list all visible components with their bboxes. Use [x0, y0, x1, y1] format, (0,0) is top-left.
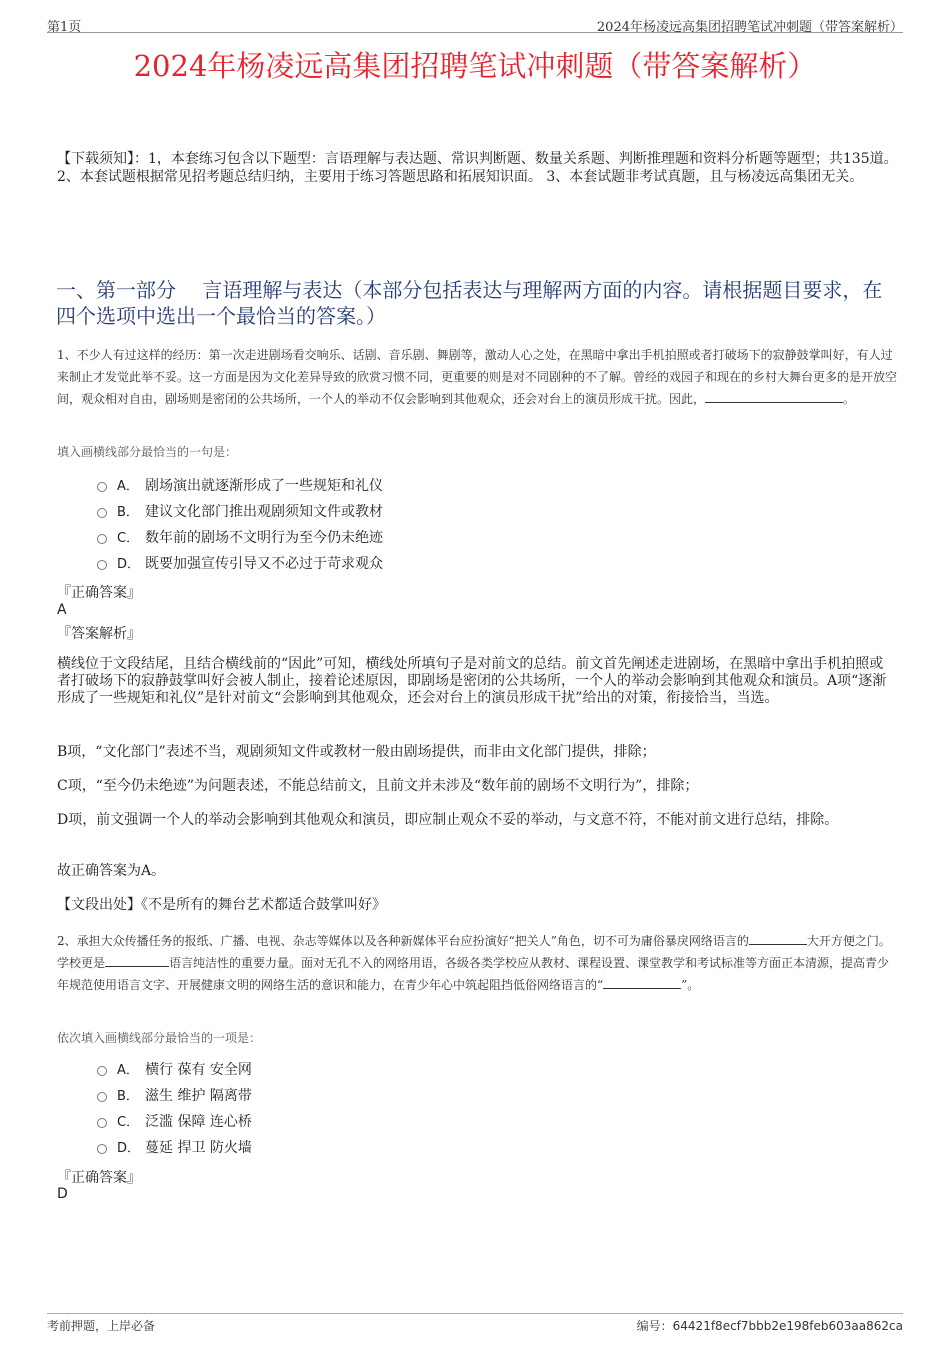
question-1-option-a[interactable]	[97, 476, 383, 496]
radio-icon[interactable]	[97, 560, 107, 570]
answer-blank	[705, 390, 843, 403]
question-2-text: 大开方便之门。学校更是	[57, 934, 891, 970]
question-1-option-c[interactable]	[97, 528, 383, 548]
document-code	[637, 1317, 903, 1334]
option-text: 剧场演出就逐渐形成了一些规矩和礼仪	[145, 478, 383, 494]
page-header	[47, 14, 903, 33]
option-text: 滋生 维护 隔离带	[145, 1088, 252, 1104]
correct-answer-value: D	[57, 1186, 68, 1202]
question-2-prompt: 依次填入画横线部分最恰当的一项是：	[57, 1031, 262, 1045]
section-heading: 一、第一部分 言语理解与表达（本部分包括表达与理解两方面的内容。请根据题目要求，在四个选项中选出一个最恰当的答案。）	[56, 278, 883, 328]
option-text: 数年前的剧场不文明行为至今仍未绝迹	[145, 530, 383, 546]
option-text: 横行 葆有 安全网	[145, 1062, 252, 1078]
option-key: D．	[117, 557, 141, 572]
question-2-option-a[interactable]	[97, 1060, 252, 1080]
analysis-paragraph: B项，“文化部门”表述不当，观剧须知文件或教材一般由剧场提供，而非由文化部门提供，排除；	[57, 744, 656, 760]
option-key: D．	[117, 1141, 141, 1156]
option-text: 泛滥 保障 连心桥	[145, 1114, 252, 1130]
option-text: 蔓延 捍卫 防火墙	[145, 1140, 252, 1156]
option-key: C．	[117, 531, 140, 546]
question-2-stem-end: ”。	[681, 978, 700, 992]
option-text: 既要加强宣传引导又不必过于苛求观众	[145, 556, 383, 572]
footer-slogan: 考前押题，上岸必备	[47, 1319, 156, 1333]
radio-icon[interactable]	[97, 534, 107, 544]
answer-blank	[603, 976, 681, 989]
question-1-text: 1、不少人有过这样的经历：第一次走进剧场看交响乐、话剧、音乐剧、舞剧等，激动人心之处，在黑暗中拿出手机拍照或者打破场下的寂静鼓掌叫好，有人过来制止才发觉此举不妥。这一方面是因为文化差异导致的欣赏习惯不同，更重要的则是对不同剧种的不了解。曾经的戏园子和现在的乡村大舞台更多的是开放空间，观众相对自由，剧场则是密闭的公共场所，一个人的举动不仅会影响到其他观众，还会对台上的演员形成干扰。因此，	[57, 348, 898, 406]
question-2-text: 语言纯洁性的重要力量。面对无孔不入的网络用语，各级各类学校应从教材、课程设置、课堂教学和考试标准等方面正本清源，提高青少年规范使用语言文字、开展健康文明的网络生活的意识和能力，在青少年心中筑起阻挡低俗网络语言的“	[57, 956, 890, 992]
question-2-text: 2、承担大众传播任务的报纸、广播、电视、杂志等媒体以及各种新媒体平台应扮演好“把关人”角色，切不可为庸俗暴戾网络语言的	[57, 934, 749, 948]
question-1-stem	[57, 344, 900, 410]
option-key: A．	[117, 1063, 139, 1078]
question-2-option-c[interactable]	[97, 1112, 252, 1132]
option-key: B．	[117, 1089, 139, 1104]
option-key: B．	[117, 505, 139, 520]
analysis-conclusion: 故正确答案为A。	[57, 863, 166, 879]
analysis-paragraph: D项，前文强调一个人的举动会影响到其他观众和演员，即应制止观众不妥的举动，与文意不符，不能对前文进行总结，排除。	[57, 812, 839, 828]
question-2-stem	[57, 930, 900, 996]
answer-blank	[105, 954, 169, 967]
question-1-option-d[interactable]	[97, 554, 383, 574]
code-label: 编号：	[636, 1319, 673, 1333]
analysis-label: 『答案解析』	[57, 626, 141, 642]
passage-source: 【文段出处】《不是所有的舞台艺术都适合鼓掌叫好》	[57, 897, 386, 913]
analysis-paragraph: 横线位于文段结尾，且结合横线前的“因此”可知，横线处所填句子是对前文的总结。前文首先阐述走进剧场，在黑暗中拿出手机拍照或者打破场下的寂静鼓掌叫好会被人制止，接着论述原因，即剧场是密闭的公共场所，一个人的举动会影响到其他观众和演员。A项“逐渐形成了一些规矩和礼仪”是针对前文“会影响到其他观众，还会对台上的演员形成干扰”给出的对策，衔接恰当，当选。	[57, 656, 887, 706]
question-2-option-d[interactable]	[97, 1138, 252, 1158]
code-value: 64421f8ecf7bbb2e198feb603aa862ca	[672, 1319, 903, 1333]
question-1-stem-end: 。	[843, 392, 856, 406]
question-1-prompt: 填入画横线部分最恰当的一句是：	[57, 445, 238, 459]
question-2-option-b[interactable]	[97, 1086, 252, 1106]
correct-answer-label: 『正确答案』	[57, 1170, 141, 1186]
radio-icon[interactable]	[97, 1118, 107, 1128]
header-doc-title: 2024年杨凌远高集团招聘笔试冲刺题（带答案解析）	[596, 20, 903, 35]
radio-icon[interactable]	[97, 1092, 107, 1102]
radio-icon[interactable]	[97, 1066, 107, 1076]
page-number: 第1页	[47, 20, 82, 35]
option-key: A．	[117, 479, 139, 494]
answer-blank	[749, 932, 807, 945]
option-key: C．	[117, 1115, 140, 1130]
radio-icon[interactable]	[97, 1144, 107, 1154]
document-title: 2024年杨凌远高集团招聘笔试冲刺题（带答案解析）	[133, 49, 817, 83]
correct-answer-value: A	[57, 602, 67, 618]
analysis-paragraph: C项，“至今仍未绝迹”为问题表述，不能总结前文，且前文并未涉及“数年前的剧场不文明行为”，排除；	[57, 778, 699, 794]
download-notice: 【下载须知】：1，本套练习包含以下题型：言语理解与表达题、常识判断题、数量关系题、判断推理题和资料分析题等题型；共135道。 2、本套试题根据常见招考题总结归纳，主要用于练习答题思路和拓展知识面。 3、本套试题非考试真题，且与杨凌远高集团无关。	[57, 151, 898, 185]
radio-icon[interactable]	[97, 508, 107, 518]
page-footer	[47, 1313, 903, 1333]
question-1-option-b[interactable]	[97, 502, 383, 522]
radio-icon[interactable]	[97, 482, 107, 492]
correct-answer-label: 『正确答案』	[57, 585, 141, 601]
option-text: 建议文化部门推出观剧须知文件或教材	[145, 504, 383, 520]
